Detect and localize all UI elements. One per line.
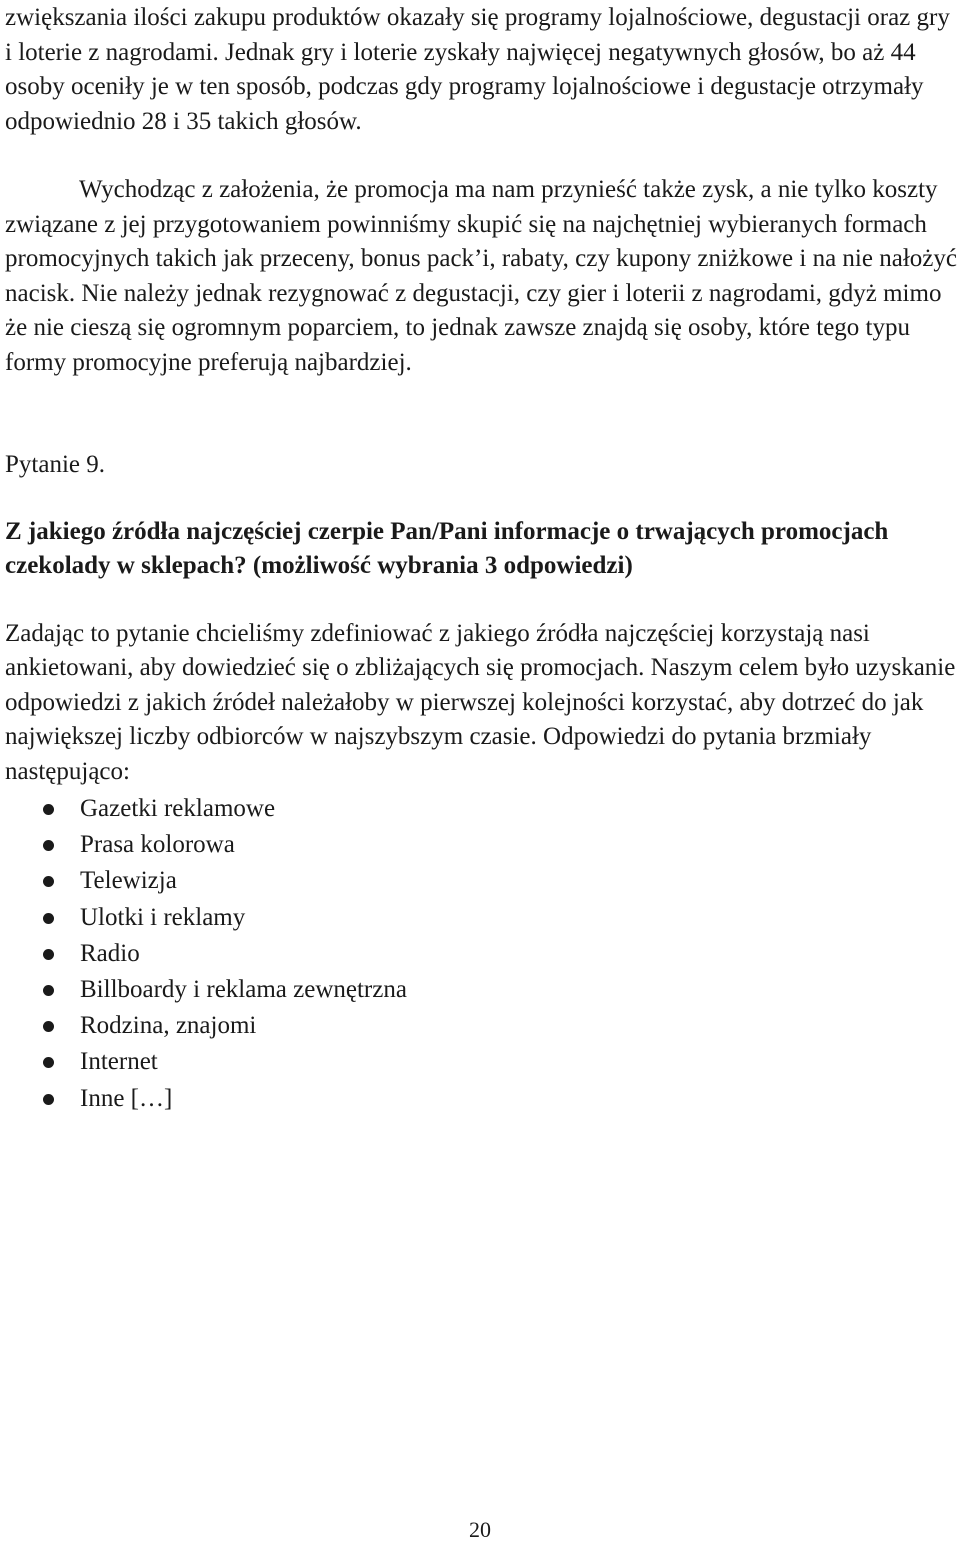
bullet-icon (43, 1021, 54, 1032)
list-item (5, 1044, 960, 1080)
paragraph-intro: zwiększania ilości zakupu produktów okazały się programy lojalnościowe, degustacji oraz gry i loterie z nagrodami. Jednak gry i loterie zyskały najwięcej negatywnych głosów, bo aż 44 osoby oceniły je w ten sposób, podczas gdy programy lojalnościowe i degustacje otrzymały odpowiednio 28 i 35 takich głosów. (5, 4, 950, 135)
bullet-icon (43, 804, 54, 815)
list-item (5, 972, 960, 1008)
list-item (5, 936, 960, 972)
question-heading: Z jakiego źródła najczęściej czerpie Pan/Pani informacje o trwających promocjach czekolady w sklepach? (możliwość wybrania 3 odpowiedzi) (5, 517, 889, 579)
list-item (5, 900, 960, 936)
paragraph-conclusion: Wychodząc z założenia, że promocja ma nam przynieść także zysk, a nie tylko koszty związane z jej przygotowaniem powinniśmy skupić się na najchętniej wybieranych formach promocyjnych takich jak przeceny, bonus pack’i, rabaty, czy kupony zniżkowe i na nie nałożyć nacisk. Nie należy jednak rezygnować z degustacji, czy gier i loterii z nagrodami, gdyż mimo że nie cieszą się ogromnym poparciem, to jednak zawsze znajdą się osoby, które tego typu formy promocyjne preferują najbardziej. (5, 176, 957, 376)
paragraph-question-description: Zadając to pytanie chcieliśmy zdefiniować z jakiego źródła najczęściej korzystają nasi ankietowani, aby dowiedzieć się o zbliżających się promocjach. Naszym celem było uzyskanie odpowiedzi z jakich źródeł należałoby w pierwszej kolejności korzystać, aby dotrzeć do jak największej liczby odbiorców w najszybszym czasie. Odpowiedzi do pytania brzmiały następująco: (5, 619, 956, 785)
answer-label: Billboardy i reklama zewnętrzna (80, 975, 407, 1003)
bullet-icon (43, 1094, 54, 1105)
bullet-icon (43, 840, 54, 851)
page-number: 20 (469, 1517, 491, 1542)
answer-label: Internet (80, 1048, 158, 1076)
list-item (5, 1081, 960, 1117)
answer-label: Inne […] (80, 1084, 173, 1112)
list-item (5, 791, 960, 827)
answer-label: Gazetki reklamowe (80, 795, 276, 822)
bullet-icon (43, 913, 54, 924)
answer-label: Rodzina, znajomi (80, 1012, 257, 1040)
list-item (5, 863, 960, 899)
answer-label: Prasa kolorowa (80, 831, 235, 859)
answer-label: Telewizja (80, 867, 177, 895)
document-page (5, 0, 960, 1117)
answer-label: Ulotki i reklamy (80, 903, 246, 931)
question-label: Pytanie 9. (5, 451, 105, 478)
bullet-icon (43, 985, 54, 996)
bullet-icon (43, 1057, 54, 1068)
answer-list (5, 791, 960, 1117)
list-item (5, 827, 960, 863)
bullet-icon (43, 876, 54, 887)
answer-label: Radio (80, 939, 140, 967)
bullet-icon (43, 949, 54, 960)
list-item (5, 1008, 960, 1044)
